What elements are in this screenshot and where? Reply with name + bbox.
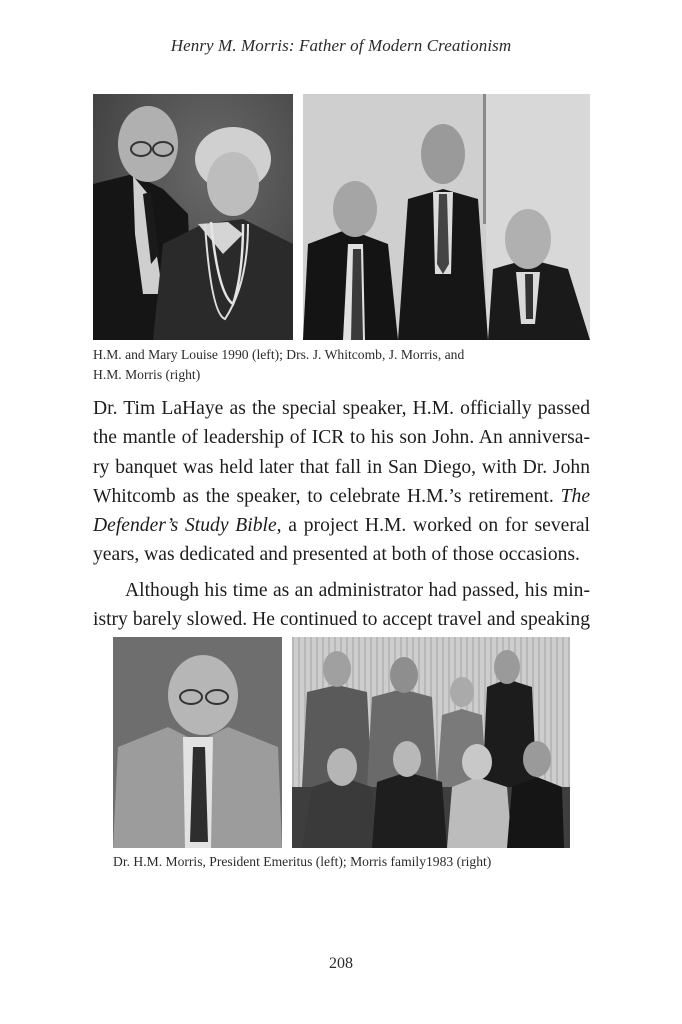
photo-family-image bbox=[292, 637, 570, 848]
line-5-text: , a project H.M. worked on for several bbox=[276, 515, 590, 537]
caption-top-line-2: H.M. Morris (right) bbox=[93, 367, 201, 382]
line-4-text: Whitcomb as the speaker, to celebrate H.M.’s retirement. bbox=[93, 485, 554, 507]
running-head-title: Henry M. Morris: Father of Modern Creationism bbox=[170, 36, 512, 55]
photo-president-emeritus bbox=[113, 637, 282, 848]
photo-whitcomb-morris-group bbox=[303, 94, 590, 340]
paragraph-2-line-1: Although his time as an administrator had passed, his min- bbox=[125, 579, 590, 601]
paragraph-1-line-6: years, was dedicated and presented at both of those occasions. bbox=[93, 544, 580, 566]
caption-bottom-photos: Dr. H.M. Morris, President Emeritus (left); Morris family1983 (right) bbox=[113, 854, 492, 869]
paragraph-2 bbox=[93, 576, 590, 635]
paragraph-1-line-1: Dr. Tim LaHaye as the special speaker, H.M. officially passed bbox=[93, 398, 590, 419]
paragraph-1-line-2: the mantle of leadership of ICR to his son John. An anniversa- bbox=[93, 427, 590, 449]
photo-couple-1990 bbox=[93, 94, 293, 340]
caption-top-line-1: H.M. and Mary Louise 1990 (left); Drs. J. Whitcomb, J. Morris, and bbox=[93, 347, 465, 362]
photo-portrait-image bbox=[113, 637, 282, 848]
photo-three-men-image bbox=[303, 94, 590, 340]
paragraph-1 bbox=[93, 394, 590, 570]
caption-top-photos bbox=[93, 345, 593, 385]
photo-morris-family-1983 bbox=[292, 637, 570, 848]
paragraph-1-line-4 bbox=[93, 482, 590, 511]
photo-couple-image bbox=[93, 94, 293, 340]
body-text bbox=[93, 394, 590, 634]
book-title-the: The bbox=[560, 485, 591, 507]
paragraph-1-line-5 bbox=[93, 511, 590, 540]
page-number: 208 bbox=[329, 955, 353, 972]
paragraph-1-line-3: ry banquet was held later that fall in San Diego, with Dr. John bbox=[93, 456, 590, 478]
paragraph-2-line-2: istry barely slowed. He continued to accept travel and speaking bbox=[93, 609, 590, 631]
book-title-defenders-study-bible: Defender’s Study Bible bbox=[93, 515, 277, 537]
